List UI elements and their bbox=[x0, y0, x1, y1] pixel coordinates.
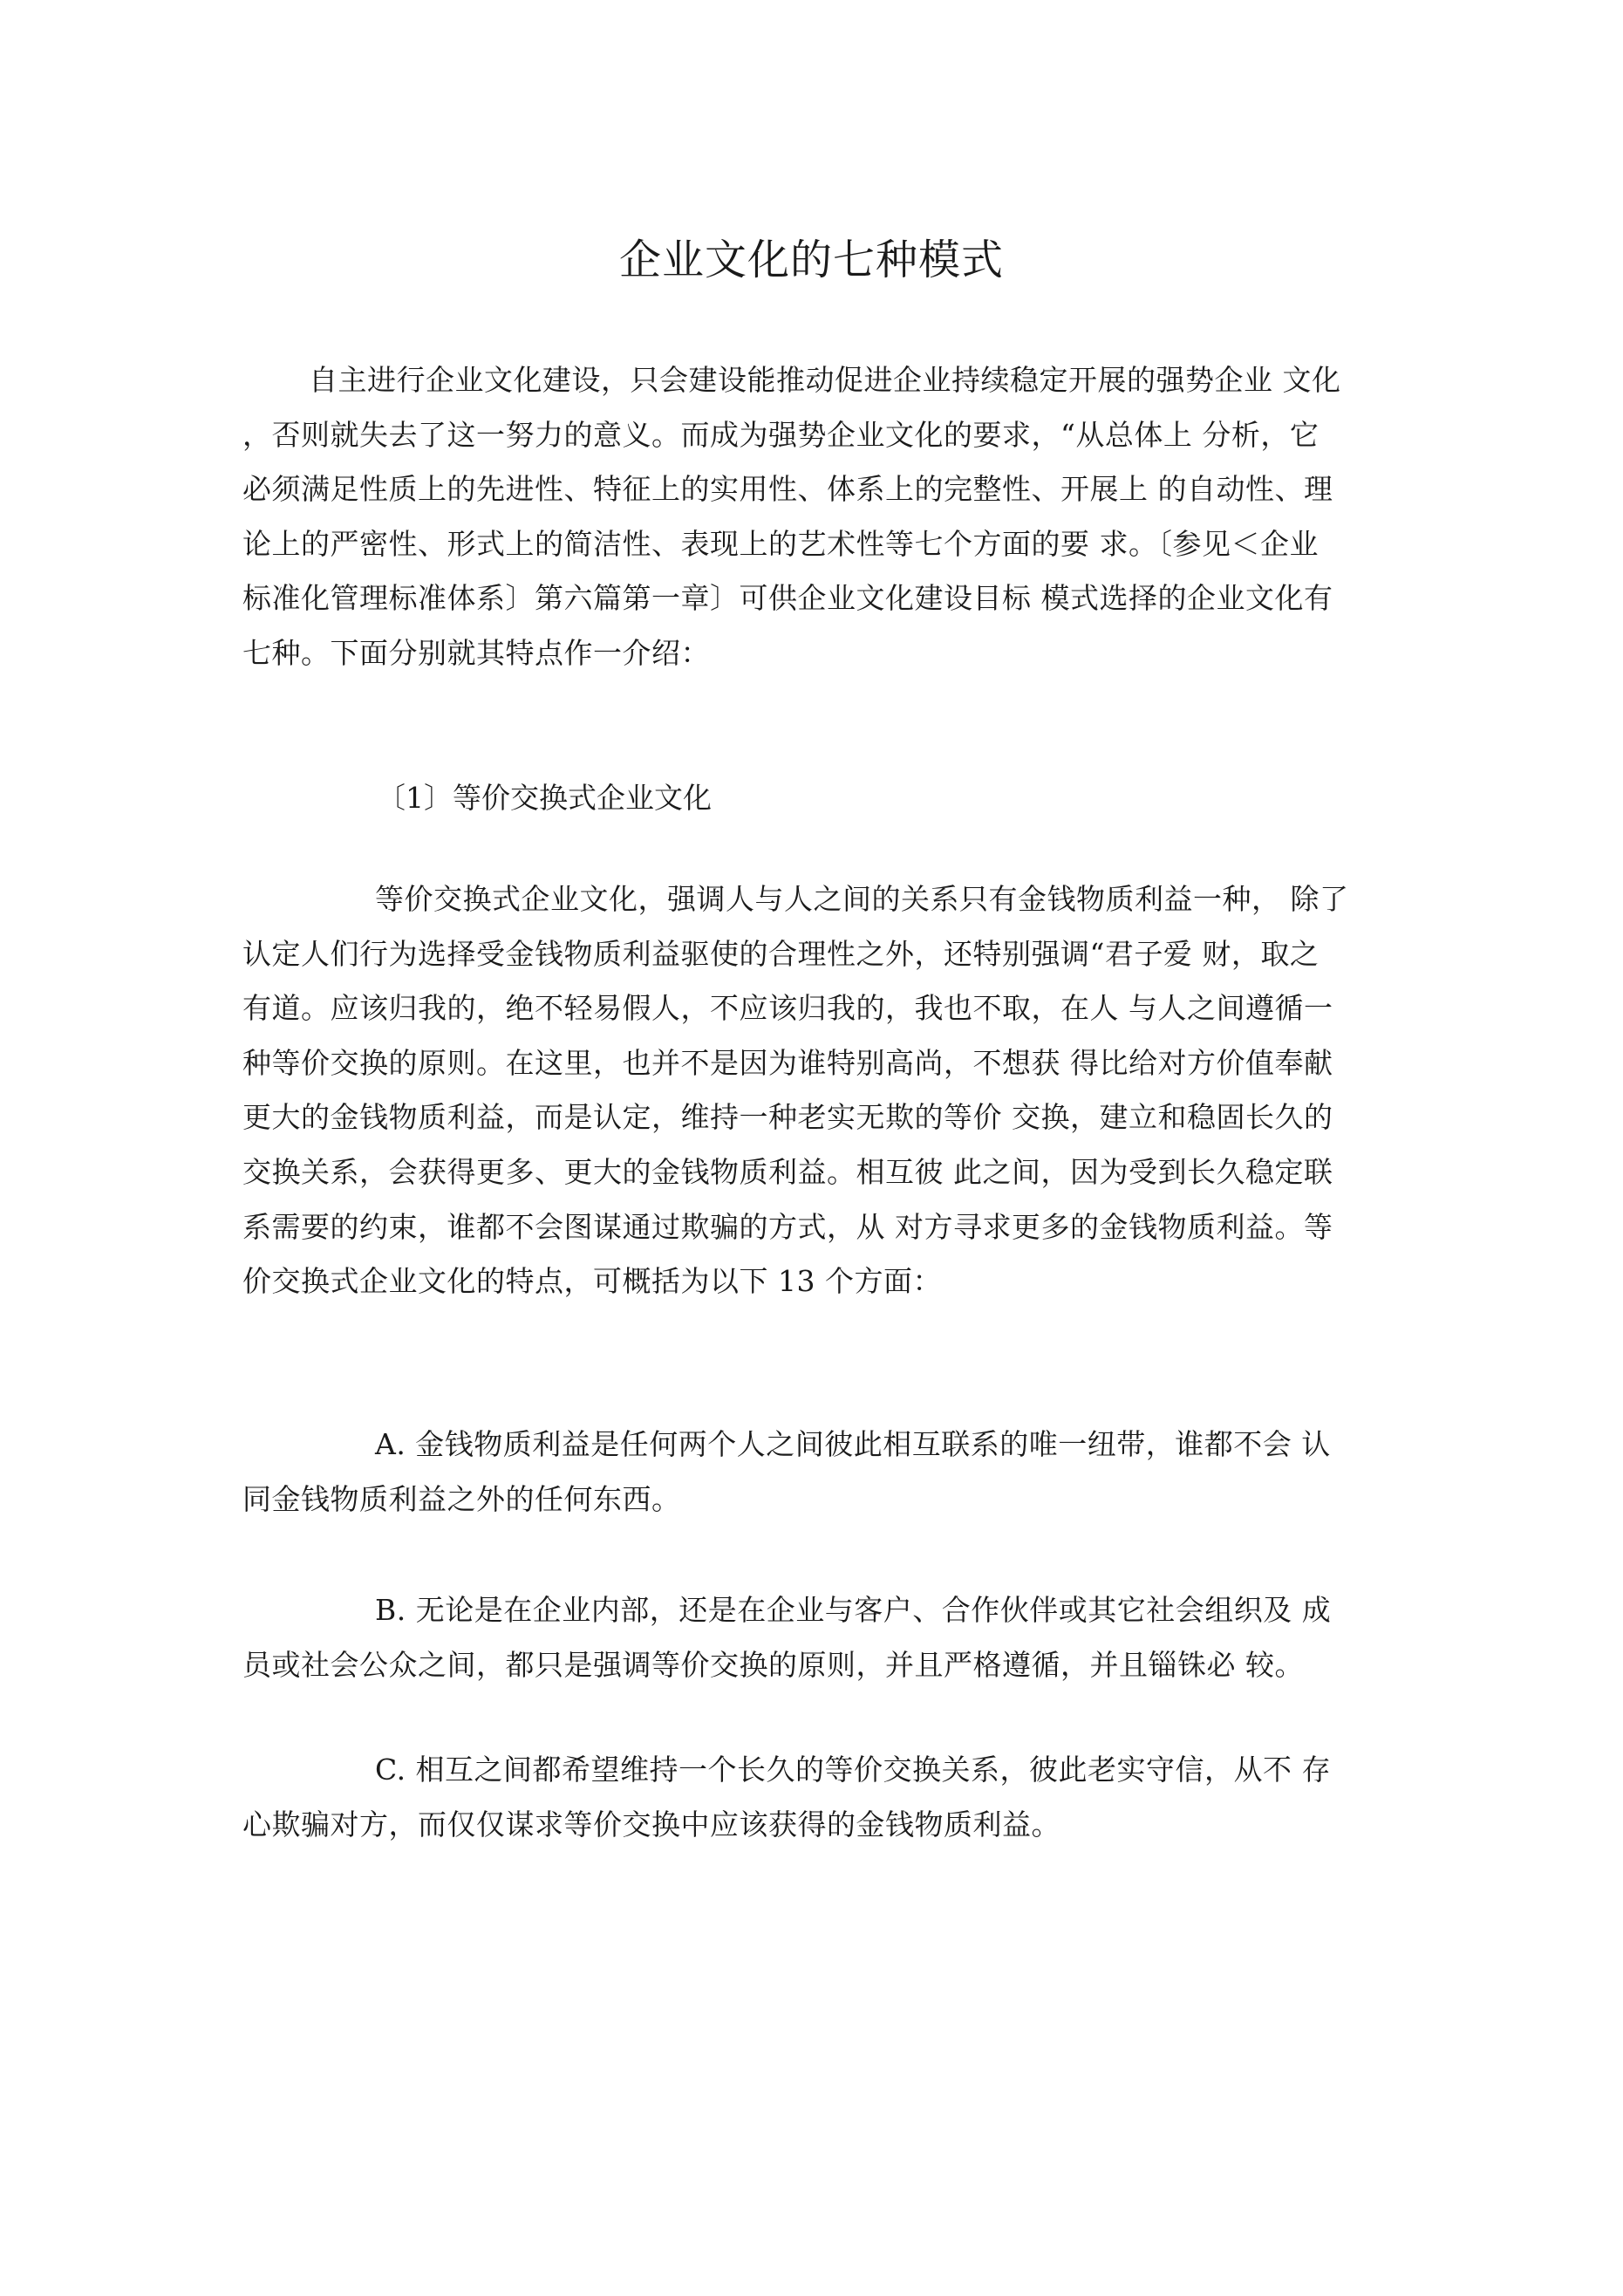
text-line: 交换关系，会获得更多、更大的金钱物质利益。相互彼 此之间，因为受到长久稳定联 bbox=[242, 1154, 1333, 1189]
text-line: 等价交换式企业文化，强调人与人之间的关系只有金钱物质利益一种， 除了 bbox=[375, 882, 1349, 916]
text-line: 心欺骗对方，而仅仅谋求等价交换中应该获得的金钱物质利益。 bbox=[242, 1807, 1060, 1842]
body-paragraph bbox=[242, 872, 1394, 1309]
list-item-a bbox=[242, 1418, 1394, 1527]
text-line: 更大的金钱物质利益，而是认定，维持一种老实无欺的等价 交换，建立和稳固长久的 bbox=[242, 1100, 1333, 1135]
text-line: 系需要的约束，谁都不会图谋通过欺骗的方式，从 对方寻求更多的金钱物质利益。等 bbox=[242, 1209, 1333, 1244]
text-line: 种等价交换的原则。在这里，也并不是因为谁特别高尚，不想获 得比给对方价值奉献 bbox=[242, 1045, 1333, 1080]
text-line: A. 金钱物质利益是任何两个人之间彼此相互联系的唯一纽带，谁都不会 认 bbox=[375, 1427, 1331, 1461]
text-line: 员或社会公众之间，都只是强调等价交换的原则，并且严格遵循，并且锱铢必 较。 bbox=[242, 1647, 1304, 1682]
text-line: ，否则就失去了这一努力的意义。而成为强势企业文化的要求，“从总体上 分析，它 bbox=[242, 417, 1320, 452]
text-line: B. 无论是在企业内部，还是在企业与客户、合作伙伴或其它社会组织及 成 bbox=[375, 1593, 1332, 1627]
text-line: 同金钱物质利益之外的任何东西。 bbox=[242, 1481, 681, 1516]
list-item-c bbox=[242, 1743, 1394, 1852]
document-title: 企业文化的七种模式 bbox=[618, 236, 1004, 284]
text-line: 七种。下面分别就其特点作一介绍： bbox=[242, 635, 710, 670]
list-item-b bbox=[242, 1583, 1394, 1692]
text-line: 标准化管理标准体系〕第六篇第一章〕可供企业文化建设目标 模式选择的企业文化有 bbox=[242, 581, 1333, 616]
text-line: 价交换式企业文化的特点，可概括为以下 13 个方面： bbox=[242, 1264, 942, 1299]
text-line: 有道。应该归我的，绝不轻易假人，不应该归我的，我也不取，在人 与人之间遵循一 bbox=[242, 991, 1333, 1026]
text-line: 论上的严密性、形式上的简洁性、表现上的艺术性等七个方面的要 求。〔参见＜企业 bbox=[242, 526, 1319, 561]
text-line: 必须满足性质上的先进性、特征上的实用性、体系上的完整性、开展上 的自动性、理 bbox=[242, 472, 1333, 507]
text-line: C. 相互之间都希望维持一个长久的等价交换关系，彼此老实守信，从不 存 bbox=[375, 1753, 1332, 1787]
text-line: 自主进行企业文化建设，只会建设能推动促进企业持续稳定开展的强势企业 文化 bbox=[309, 363, 1341, 397]
text-line: 认定人们行为选择受金钱物质利益驱使的合理性之外，还特别强调“君子爱 财，取之 bbox=[242, 936, 1320, 971]
intro-paragraph bbox=[242, 353, 1394, 681]
section-heading: 〔1〕等价交换式企业文化 bbox=[377, 781, 712, 815]
